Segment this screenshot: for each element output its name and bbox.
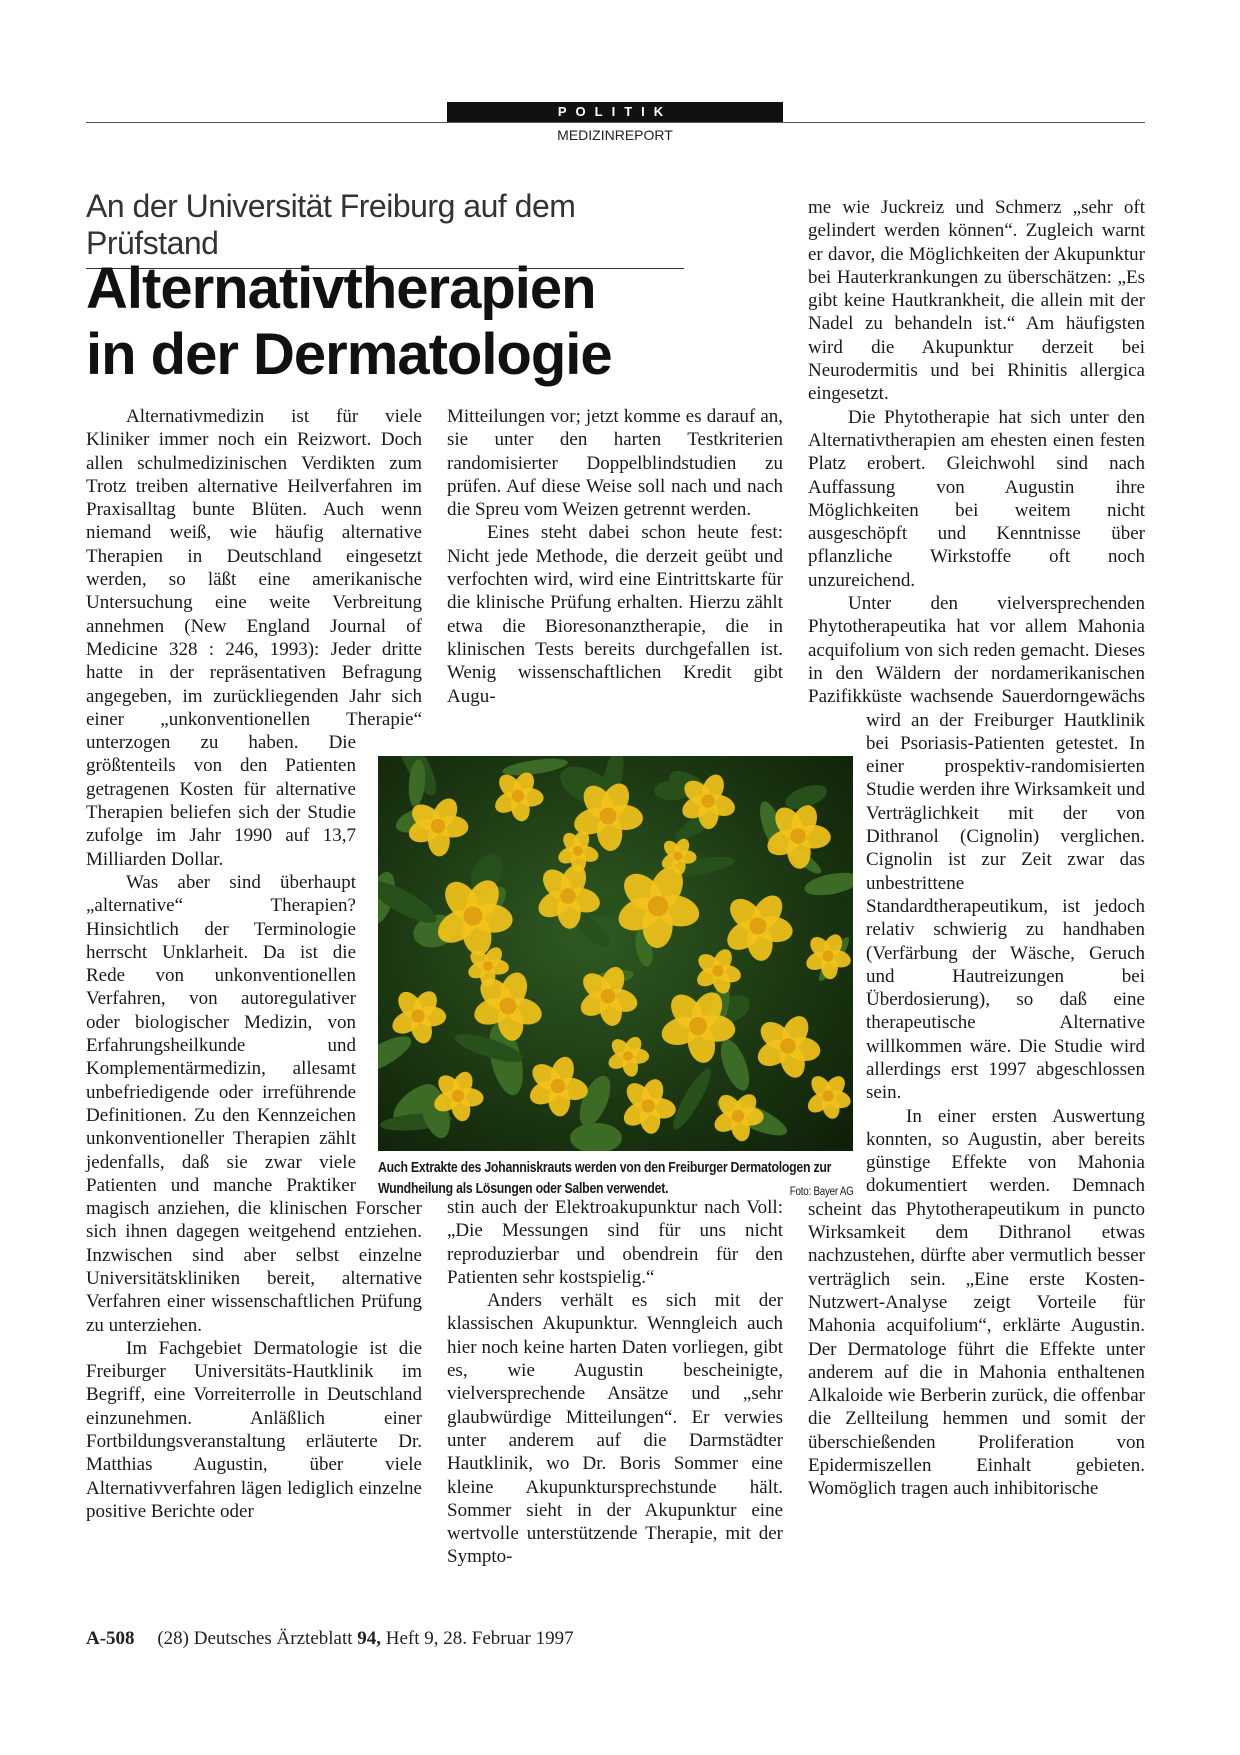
- leaf-shape: [501, 756, 568, 779]
- flower-shape: [722, 890, 795, 962]
- paragraph: Mitteilungen vor; jetzt komme es darauf an, sie unter den harten Testkriterien randomisierter Doppelblindstudien zu prüfen. Auf diese Weise soll nach und nach die Spreu vom Weizen getrennt werden.: [447, 406, 783, 521]
- paragraph: Eines steht dabei schon heute fest: Nicht jede Methode, die derzeit geübt und verfochten wird, wird eine Eintrittskarte für die klinische Prüfung erhalten. Hierzu zählt etwa die Bioresonanztherapie, die in klinischen Tests bereits durchgefallen ist. Wenig wissenschaftlichen Kredit gibt Augu-: [447, 522, 783, 707]
- header-rule: [86, 122, 1145, 123]
- section-label: POLITIK: [447, 102, 783, 122]
- page-number: A-508: [86, 1628, 135, 1649]
- flower-photo: [378, 756, 853, 1151]
- photo-credit: Foto: Bayer AG: [789, 1184, 854, 1198]
- flower-shape: [606, 1034, 650, 1079]
- paragraph: Im Fachgebiet Dermatologie ist die Freiburger Universitäts-Hautklinik im Begriff, eine Vorreiterrolle in Deutschland einzunehmen. Anläßlich einer Fortbildungsveranstaltung erläuterte Dr. Matthias Augustin, über viele Alternativverfahren lägen lediglich einzelne positive Berichte oder: [86, 1337, 422, 1522]
- st-johns-wort-image: [378, 756, 853, 1151]
- column-2-bottom: [447, 1196, 783, 1569]
- flower-shape: [556, 829, 601, 873]
- column-3: [808, 196, 1145, 1501]
- paragraph: Unter den vielversprechenden Phytotherapeutika hat vor allem Mahonia acquifolium von sich reden gemacht. Dieses in den Wäldern der nordamerikanischen Pazifikküste wachsende Sauerdorngewächs wird an der Freiburger Hautklinik bei Psoriasis-Patienten getestet. In einer prospektiv-randomisierten Studie werden ihre Wirksamkeit und Verträglichkeit mit der von Dithranol (Cignolin) verglichen. Cignolin ist zur Zeit zwar das unbestrittene Standardtherapeutikum, ist jedoch relativ schwierig zu handhaben (Verfärbung der Wäsche, Geruch und Hautreizungen bei Überdosierung), so daß eine therapeutische Alternative willkommen wäre. Die Studie wird allerdings erst 1997 abgeschlossen sein.: [808, 593, 1145, 1104]
- paragraph: stin auch der Elektroakupunktur nach Voll: „Die Messungen sind für uns nicht reproduzierbar und obendrein für den Patienten sehr kostspielig.“: [447, 1197, 783, 1288]
- paragraph: In einer ersten Auswertung konnten, so Augustin, aber bereits günstige Effekte von Mahonia dokumentiert werden. Demnach scheint das Phytotherapeutikum in puncto Wirksamkeit dem Dithranol etwas nachzustehen, dürfte aber vermutlich besser verträglich sein. „Eine erste Kosten-Nutzwert-Analyse zeigt Vorteile für Mahonia acquifolium“, erklärte Augustin. Der Dermatologe führt die Effekte unter anderem auf die in Mahonia enthaltenen Alkaloide wie Berberin zurück, die offenbar die Zellteilung hemmen und somit der überschießenden Proliferation von Epidermiszellen Einhalt gebieten. Womöglich tragen auch inhibitorische: [808, 1105, 1145, 1500]
- footer-publication: (28) Deutsches Ärzteblatt: [157, 1628, 353, 1649]
- column-2-top: [447, 405, 783, 708]
- caption-text: Auch Extrakte des Johanniskrauts werden von den Freiburger Dermatologen zur Wundheilung als Lösungen oder Salben verwendet.: [378, 1159, 832, 1197]
- paragraph: Was aber sind überhaupt „alternative“ Therapien? Hinsichtlich der Terminologie herrscht Unklarheit. Da ist die Rede von unkonventionellen Verfahren, von autoregulativer oder biologischer Medizin, von Erfahrungsheilkunde und Komplementärmedizin, allesamt unbefriedigende oder irreführende Definitionen. Zu den Kennzeichen unkonventioneller Therapien zählt jedenfalls, daß sie zwar viele Patienten und manche Praktiker magisch anziehen, die klinischen Forscher sich ihnen dagegen weitgehend entziehen. Inzwischen sind aber selbst einzelne Universitätskliniken bereit, alternative Verfahren einer wissenschaftlichen Prüfung zu unterziehen.: [86, 871, 422, 1336]
- flower-shape: [491, 769, 544, 823]
- footer-volume: 94,: [357, 1628, 382, 1649]
- paragraph: Die Phytotherapie hat sich unter den Alternativtherapien am ehesten einen festen Platz erobert. Gleichwohl sind nach Auffassung von Augustin ihre Möglichkeiten bei weitem nicht ausgeschöpft und Kenntnisse über pflanzliche Wirkstoffe oft noch unzureichend.: [808, 406, 1145, 591]
- headline-line-2: in der Dermatologie: [86, 322, 612, 387]
- flower-shape: [711, 1090, 764, 1143]
- leaf-shape: [668, 1065, 717, 1134]
- paragraph: Anders verhält es sich mit der klassischen Akupunktur. Wenngleich auch hier noch keine harten Daten vorliegen, gibt es, wie Augustin bescheinigte, vielversprechende Ansätze und „sehr glaubwürdige Mitteilungen“. Er verwies unter anderem auf die Darmstädter Hautklinik, wo Dr. Boris Sommer eine kleine Akupunktursprechstunde hält. Sommer sieht in der Akupunktur eine wertvolle unterstützende Therapie, mit der Sympto-: [447, 1290, 783, 1568]
- leaf-shape: [378, 1029, 416, 1080]
- headline-line-1: Alternativtherapien: [86, 256, 596, 321]
- column-1: [86, 405, 422, 1523]
- leaf-shape: [715, 1036, 755, 1094]
- article-kicker: An der Universität Freiburg auf dem Prüfstand: [86, 188, 684, 269]
- article-headline: [86, 256, 726, 388]
- paragraph: Alternativmedizin ist für viele Kliniker immer noch ein Reizwort. Doch allen schulmedizinischen Verdikten zum Trotz treiben alternative Heilverfahren im Praxisalltag bunte Blüten. Auch wenn niemand weiß, wie häufig alternative Therapien in Deutschland eingesetzt werden, so läßt eine amerikanische Untersuchung eine weite Verbreitung annehmen (New England Journal of Medicine 328 : 246, 1993): Jeder dritte hatte in der repräsentativen Befragung angegeben, im zurückliegenden Jahr sich einer „unkonventionellen Therapie“ unterzogen zu haben. Die größtenteils von den Patienten getragenen Kosten für alternative Therapien beliefen sich der Studie zufolge im Jahr 1990 auf 13,7 Milliarden Dollar.: [86, 406, 422, 870]
- flower-shape: [694, 946, 743, 996]
- page-footer: [86, 1628, 574, 1650]
- flower-shape: [619, 1076, 677, 1135]
- flower-shape: [526, 1054, 590, 1118]
- paragraph: me wie Juckreiz und Schmerz „sehr oft gelindert werden können“. Zugleich warnt er davor, die Möglichkeiten der Akupunktur bei Hauterkrankungen zu überschätzen: „Es gibt keine Hautkrankheit, die allein mit der Nadel zu behandeln ist.“ Am häufigsten wird die Akupunktur derzeit bei Neurodermitis und bei Rhinitis allergica eingesetzt.: [808, 197, 1145, 405]
- flower-shape: [389, 987, 447, 1046]
- subsection-label: MEDIZINREPORT: [557, 127, 673, 143]
- footer-issue: Heft 9, 28. Februar 1997: [385, 1628, 574, 1649]
- leaf-shape: [570, 1123, 622, 1151]
